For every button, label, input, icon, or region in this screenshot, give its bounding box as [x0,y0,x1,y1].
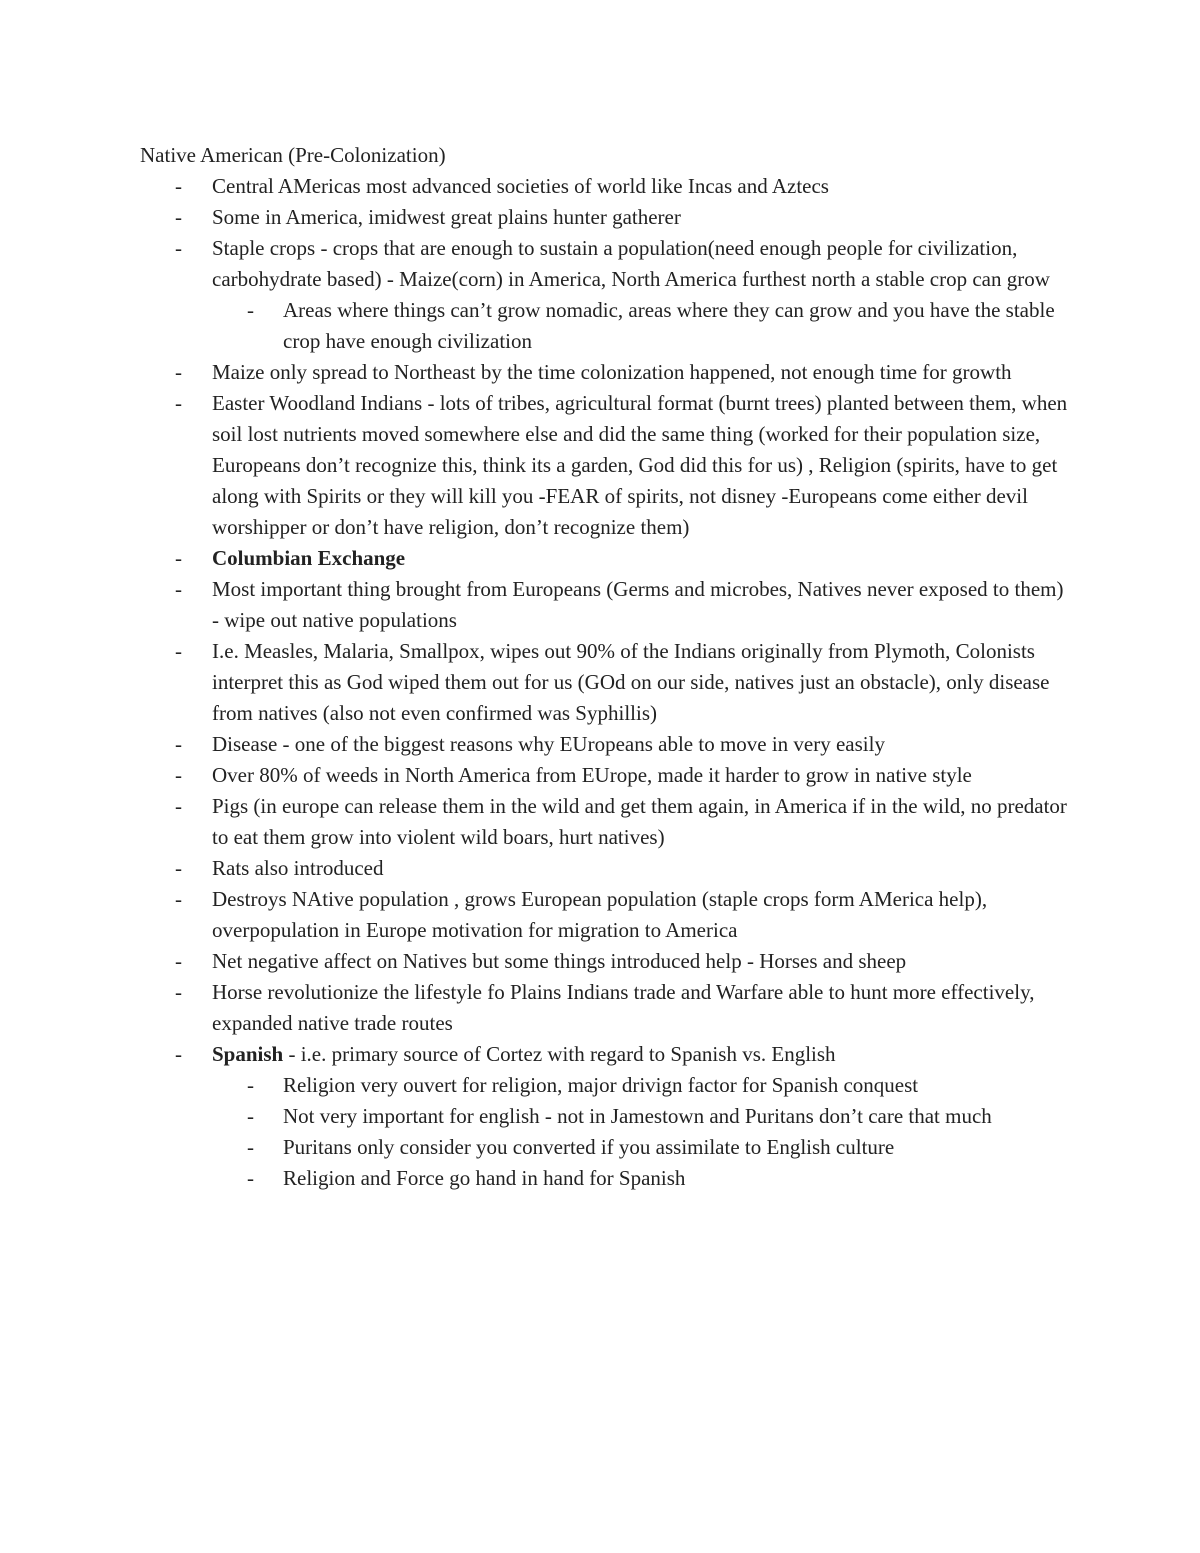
item-text: Central AMericas most advanced societies of world like Incas and Aztecs [212,174,829,198]
bullet-list [140,171,1070,1194]
list-item-text [212,174,829,198]
list-item [140,977,1070,1039]
list-item-text [212,732,885,756]
list-item [140,202,1070,233]
list-item [140,574,1070,636]
list-item [140,946,1070,977]
item-text: Rats also introduced [212,856,384,880]
bullet-dash: - [247,1073,254,1097]
item-text: Horse revolutionize the lifestyle fo Plains Indians trade and Warfare able to hunt more effectively, expanded native trade routes [212,980,1035,1035]
sub-list-item [212,295,1070,357]
list-item [140,729,1070,760]
sub-item-text: Religion very ouvert for religion, major drivign factor for Spanish conquest [283,1073,919,1097]
sub-item-text: Not very important for english - not in Jamestown and Puritans don’t care that much [283,1104,992,1128]
list-item [140,636,1070,729]
bullet-dash: - [175,887,182,911]
bullet-dash: - [175,391,182,415]
bold-heading: Columbian Exchange [212,546,406,570]
item-text: Over 80% of weeds in North America from EUrope, made it harder to grow in native style [212,763,972,787]
list-item-text [212,980,1034,1035]
bullet-dash: - [175,794,182,818]
bullet-dash: - [175,205,182,229]
item-text: Pigs (in europe can release them in the wild and get them again, in America if in the wild, no predator to eat them grow into violent wild boars, hurt natives) [212,794,1067,849]
bullet-dash: - [247,1104,254,1128]
list-item [140,543,1070,574]
list-item [140,760,1070,791]
item-text: Net negative affect on Natives but some things introduced help - Horses and sheep [212,949,907,973]
list-item [140,1039,1070,1194]
list-item [140,357,1070,388]
item-text: Most important thing brought from Europeans (Germs and microbes, Natives never exposed to them) - wipe out native populations [212,577,1064,632]
list-item [140,791,1070,853]
bullet-dash: - [175,546,182,570]
sub-list-item [212,1070,1070,1101]
bullet-dash: - [247,1166,254,1190]
document-body [140,140,1070,1194]
bullet-dash: - [175,174,182,198]
sub-list-item [212,1132,1070,1163]
list-item-text [212,856,383,880]
sub-bullet-list [212,295,1070,357]
item-text: Maize only spread to Northeast by the time colonization happened, not enough time for growth [212,360,1012,384]
list-item [140,388,1070,543]
bullet-dash: - [175,763,182,787]
item-text: Some in America, imidwest great plains hunter gatherer [212,205,681,229]
item-text: I.e. Measles, Malaria, Smallpox, wipes out 90% of the Indians originally from Plymoth, Colonists interpret this as God wiped them out for us (GOd on our side, natives just an obstacle), only disease from natives (also not even confirmed was Syphillis) [212,639,1050,725]
document-title: Native American (Pre-Colonization) [140,143,446,167]
bullet-dash: - [175,1042,182,1066]
bullet-dash: - [175,236,182,260]
bullet-dash: - [247,298,254,322]
sub-item-text: Areas where things can’t grow nomadic, areas where they can grow and you have the stable crop have enough civilization [283,298,1055,353]
list-item-text [212,794,1067,849]
item-text: Easter Woodland Indians - lots of tribes, agricultural format (burnt trees) planted between them, when soil lost nutrients moved somewhere else and did the same thing (worked for their population size, Europeans don’t recognize this, think its a garden, God did this for us) , Religion (spirits, have to get along with Spirits or they will kill you -FEAR of spirits, not disney -Europeans come either devil worshipper or don’t have religion, don’t recognize them) [212,391,1068,539]
item-text: Destroys NAtive population , grows European population (staple crops form AMerica help), overpopulation in Europe motivation for migration to America [212,887,988,942]
list-item-text [212,236,1050,291]
list-item-text [212,949,906,973]
bullet-dash: - [175,949,182,973]
sub-item-text: Religion and Force go hand in hand for Spanish [283,1166,686,1190]
bullet-dash: - [175,639,182,663]
list-item-text [212,639,1050,725]
list-item-text [212,887,987,942]
bold-heading: Spanish [212,1042,284,1066]
list-item-text [212,360,1012,384]
list-item [140,171,1070,202]
list-item-text [212,1042,836,1066]
sub-list-item [212,1163,1070,1194]
list-item [140,853,1070,884]
item-text: Disease - one of the biggest reasons why EUropeans able to move in very easily [212,732,885,756]
list-item [140,884,1070,946]
list-item-text [212,391,1067,539]
list-item [140,233,1070,357]
sub-list-item [212,1101,1070,1132]
bullet-dash: - [175,360,182,384]
sub-bullet-list [212,1070,1070,1194]
list-item-text [212,763,972,787]
sub-item-text: Puritans only consider you converted if you assimilate to English culture [283,1135,895,1159]
bullet-dash: - [175,980,182,1004]
item-text: - i.e. primary source of Cortez with regard to Spanish vs. English [283,1042,836,1066]
bullet-dash: - [175,732,182,756]
bullet-dash: - [175,856,182,880]
list-item-text [212,546,405,570]
list-item-text [212,577,1063,632]
bullet-dash: - [175,577,182,601]
bullet-dash: - [247,1135,254,1159]
list-item-text [212,205,681,229]
item-text: Staple crops - crops that are enough to sustain a population(need enough people for civilization, carbohydrate based) - Maize(corn) in America, North America furthest north a stable crop can grow [212,236,1050,291]
